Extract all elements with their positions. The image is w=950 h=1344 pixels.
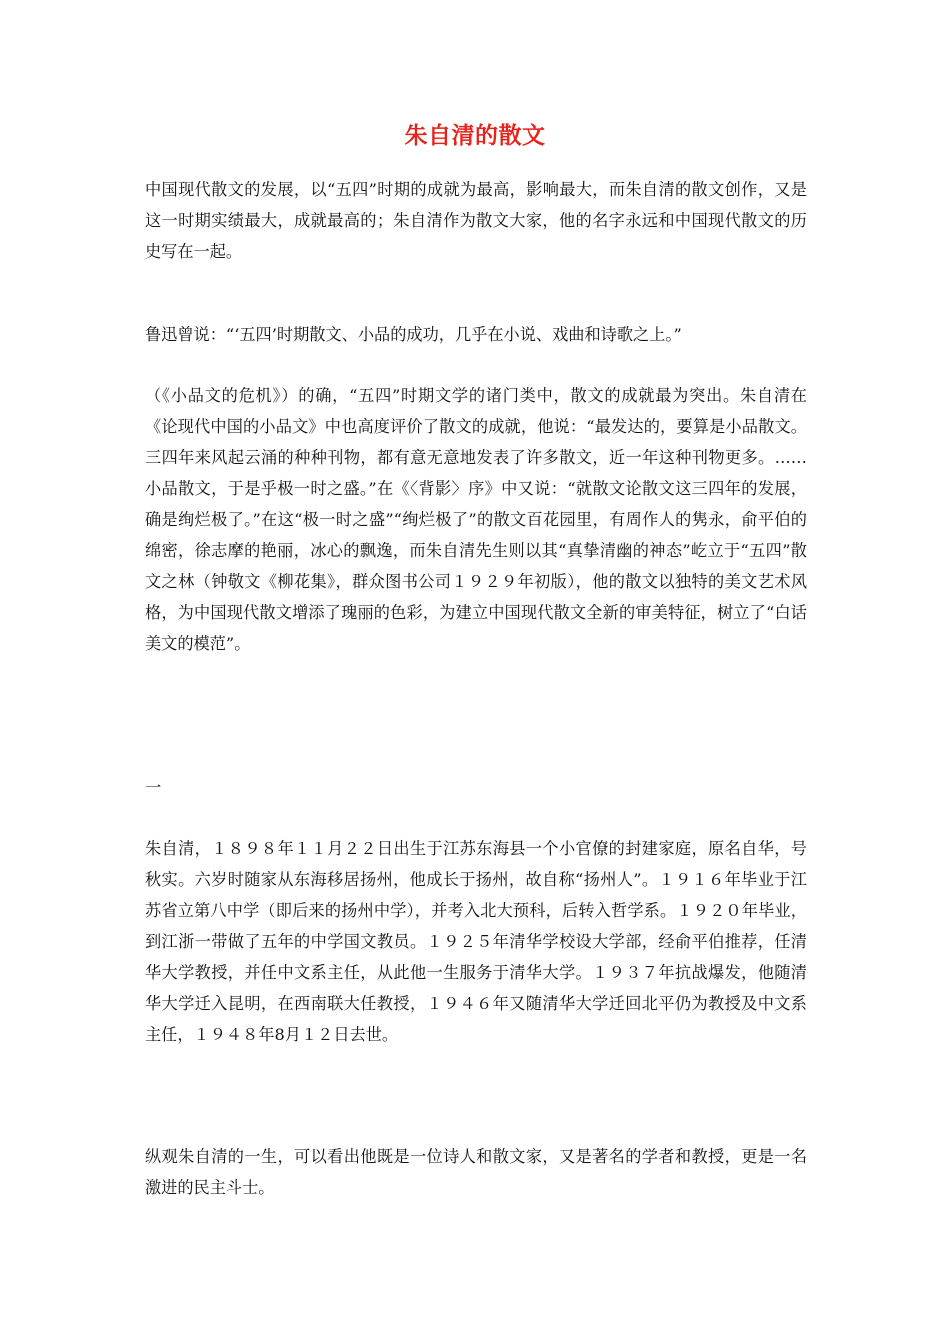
paragraph-summary: 纵观朱自清的一生，可以看出他既是一位诗人和散文家，又是著名的学者和教授，更是一名激进的民主斗士。 <box>145 1147 807 1197</box>
section-number: 一 <box>145 778 162 797</box>
paragraph-evaluation: （《小品文的危机》）的确，“五四”时期文学的诸门类中，散文的成就最为突出。朱自清在《论现代中国的小品文》中也高度评价了散文的成就，他说：“最发达的，要算是小品散文。三四年来风起云涌的种种刊物，都有意无意地发表了许多散文，近一年这种刊物更多。……小品散文，于是乎极一时之盛。”在《〈背影〉序》中又说：“就散文论散文这三四年的发展，确是绚烂极了。”在这“极一时之盛”“绚烂极了”的散文百花园里，有周作人的隽永，俞平伯的绵密，徐志摩的艳丽，冰心的飘逸，而朱自清先生则以其“真挚清幽的神态”屹立于“五四”散文之林（钟敬文《柳花集》，群众图书公司１９２９年初版），他的散文以独特的美文艺术风格，为中国现代散文增添了瑰丽的色彩，为建立中国现代散文全新的审美特征，树立了“白话美文的模范”。 <box>145 386 807 653</box>
paragraph-intro: 中国现代散文的发展，以“五四”时期的成就为最高，影响最大，而朱自清的散文创作，又是这一时期实绩最大，成就最高的；朱自清作为散文大家，他的名字永远和中国现代散文的历史写在一起。 <box>145 180 807 261</box>
document-title: 朱自清的散文 <box>404 122 546 149</box>
paragraph-biography: 朱自清，１８９８年１１月２２日出生于江苏东海县一个小官僚的封建家庭，原名自华，号秋实。六岁时随家从东海移居扬州，他成长于扬州，故自称“扬州人”。１９１６年毕业于江苏省立第八中学（即后来的扬州中学），并考入北大预科，后转入哲学系。１９２０年毕业，到江浙一带做了五年的中学国文教员。１９２５年清华学校设大学部，经俞平伯推荐，任清华大学教授，并任中文系主任，从此他一生服务于清华大学。１９３７年抗战爆发，他随清华大学迁入昆明，在西南联大任教授，１９４６年又随清华大学迁回北平仍为教授及中文系主任，１９４８年8月１２日去世。 <box>145 839 807 1044</box>
paragraph-lu-xun-quote: 鲁迅曾说：“‘五四’时期散文、小品的成功，几乎在小说、戏曲和诗歌之上。” <box>145 325 682 344</box>
